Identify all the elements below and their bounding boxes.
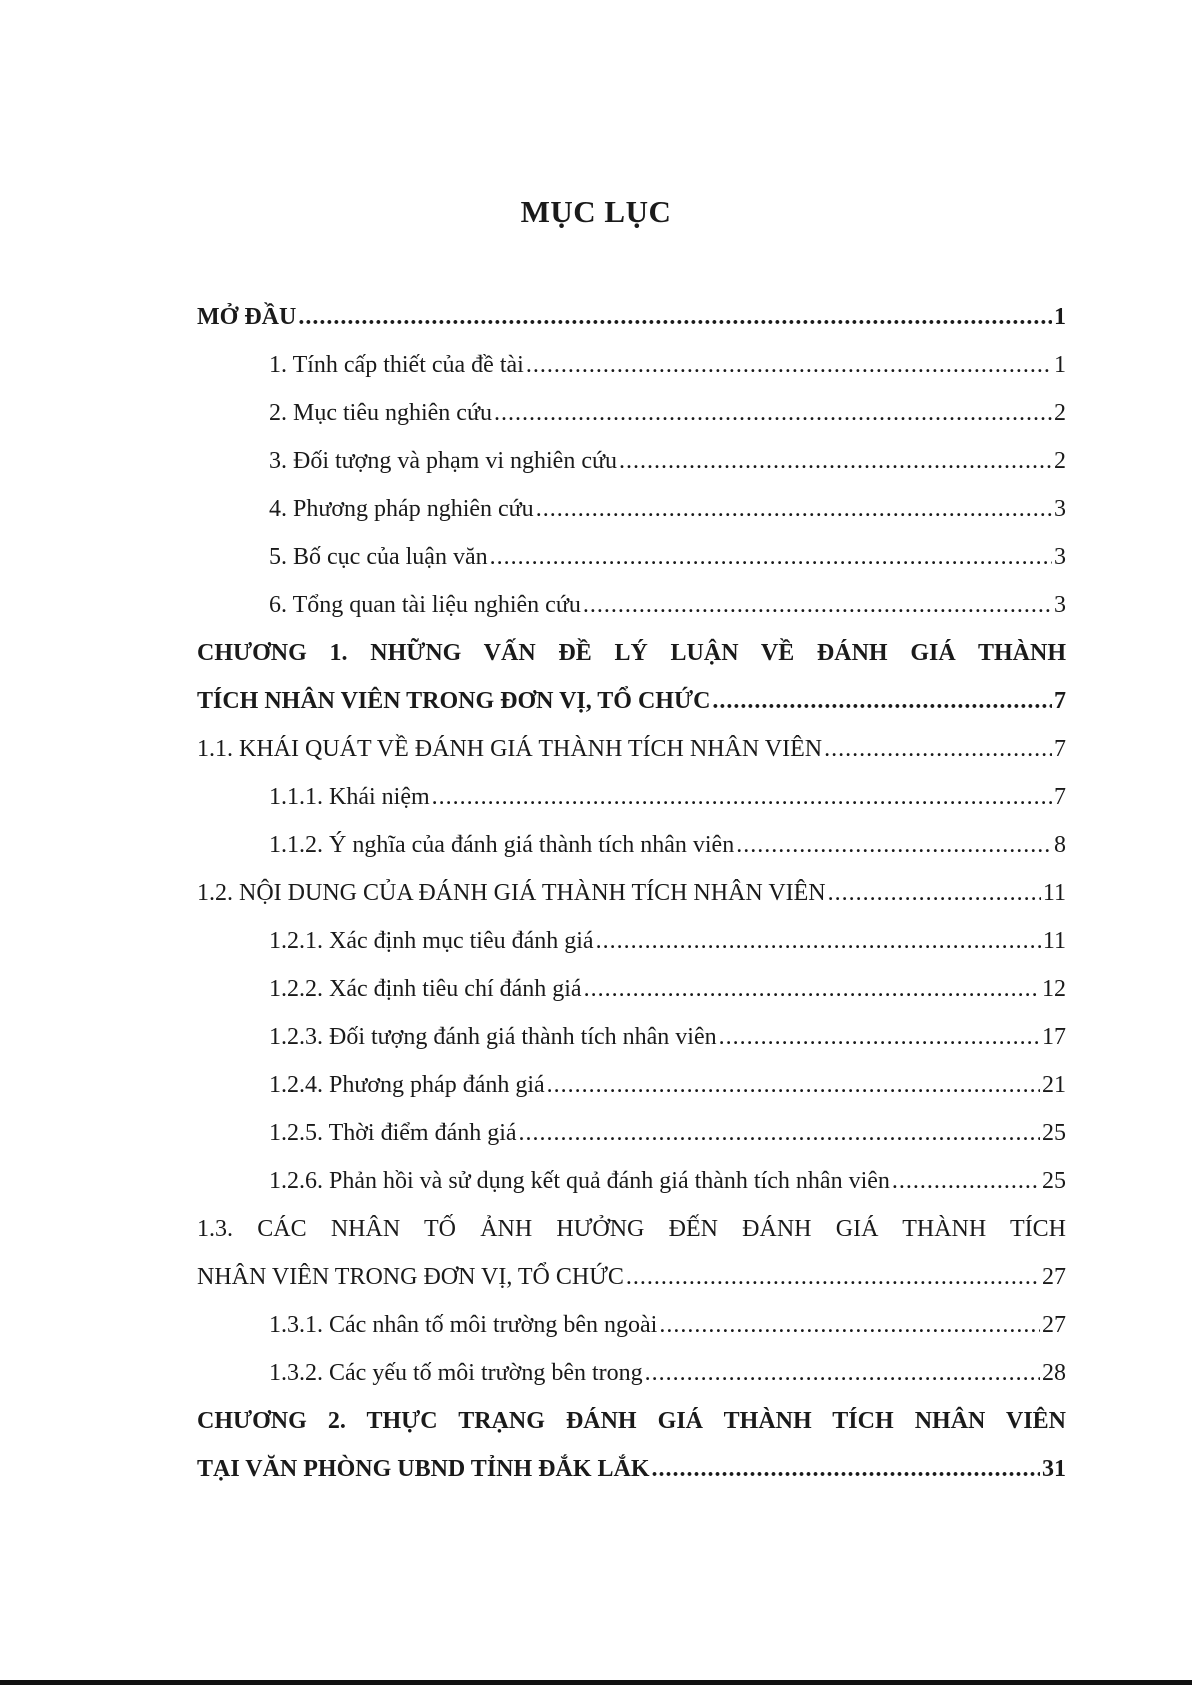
toc-entry-6[interactable]	[197, 581, 1066, 629]
dot-leader	[526, 352, 1052, 379]
toc-entry-1-2-4[interactable]	[197, 1061, 1066, 1109]
toc-entry-1-1-1[interactable]	[197, 773, 1066, 821]
toc-entry-page: 2	[1054, 447, 1066, 474]
toc-entry-1-2-6[interactable]	[197, 1157, 1066, 1205]
toc-entry-1-3[interactable]	[197, 1253, 1066, 1301]
toc-entry-1[interactable]	[197, 341, 1066, 389]
toc-entry-page: 25	[1042, 1119, 1066, 1146]
toc-entry-label: 1.3.1. Các nhân tố môi trường bên ngoài	[269, 1311, 658, 1338]
toc-entry-1-2-2[interactable]	[197, 965, 1066, 1013]
toc-entry-page: 1	[1054, 351, 1066, 378]
toc-entry-page: 3	[1054, 591, 1066, 618]
toc-entry-label: 4. Phương pháp nghiên cứu	[269, 495, 534, 522]
page-title: MỤC LỤC	[520, 194, 672, 229]
dot-leader	[892, 1168, 1040, 1195]
toc-entry-page: 11	[1042, 927, 1066, 954]
dot-leader	[719, 1024, 1040, 1051]
bottom-rule	[0, 1680, 1192, 1685]
dot-leader	[298, 304, 1052, 331]
toc-entry-label: 1.2.1. Xác định mục tiêu đánh giá	[269, 927, 594, 954]
dot-leader	[652, 1456, 1041, 1483]
dot-leader	[828, 880, 1041, 907]
toc-entry-label: 1.1.1. Khái niệm	[269, 783, 430, 810]
toc-entry-label: MỞ ĐẦU	[197, 303, 297, 330]
dot-leader	[536, 496, 1052, 523]
toc-entry-page: 7	[1054, 735, 1066, 762]
table-of-contents	[197, 293, 1066, 1493]
toc-entry-label: 1.2. NỘI DUNG CỦA ĐÁNH GIÁ THÀNH TÍCH NHÂN VIÊN	[197, 879, 826, 906]
dot-leader	[432, 784, 1052, 811]
toc-entry-label: 1.1.2. Ý nghĩa của đánh giá thành tích nhân viên	[269, 831, 735, 858]
dot-leader	[584, 976, 1040, 1003]
toc-entry-label: 1.1. KHÁI QUÁT VỀ ĐÁNH GIÁ THÀNH TÍCH NHÂN VIÊN	[197, 735, 823, 762]
toc-entry-1-2[interactable]	[197, 869, 1066, 917]
toc-entry-page: 17	[1042, 1023, 1066, 1050]
toc-entry-label: 3. Đối tượng và phạm vi nghiên cứu	[269, 447, 617, 474]
toc-entry-label: 1.2.6. Phản hồi và sử dụng kết quả đánh giá thành tích nhân viên	[269, 1167, 890, 1194]
toc-entry-page: 7	[1054, 687, 1066, 714]
toc-entry-page: 11	[1042, 879, 1066, 906]
toc-entry-1-3-2[interactable]	[197, 1349, 1066, 1397]
toc-entry-chapter-2-line1[interactable]: CHƯƠNG 2. THỰC TRẠNG ĐÁNH GIÁ THÀNH TÍCH NHÂN VIÊN	[197, 1408, 1066, 1434]
toc-entry-label: 1.2.5. Thời điểm đánh giá	[269, 1119, 517, 1146]
dot-leader	[736, 832, 1052, 859]
toc-entry-label: 1. Tính cấp thiết của đề tài	[269, 351, 524, 378]
dot-leader	[619, 448, 1052, 475]
toc-entry-1-2-1[interactable]	[197, 917, 1066, 965]
dot-leader	[712, 688, 1052, 715]
dot-leader	[596, 928, 1041, 955]
dot-leader	[659, 1312, 1040, 1339]
toc-entry-2[interactable]	[197, 389, 1066, 437]
toc-entry-label: TÍCH NHÂN VIÊN TRONG ĐƠN VỊ, TỔ CHỨC	[197, 687, 711, 714]
dot-leader	[824, 736, 1052, 763]
toc-entry-4[interactable]	[197, 485, 1066, 533]
toc-entry-1-1[interactable]	[197, 725, 1066, 773]
toc-entry-page: 27	[1042, 1311, 1066, 1338]
toc-entry-label: 2. Mục tiêu nghiên cứu	[269, 399, 492, 426]
toc-entry-page: 8	[1054, 831, 1066, 858]
toc-entry-chapter-1[interactable]	[197, 677, 1066, 725]
toc-entry-page: 27	[1042, 1263, 1066, 1290]
toc-entry-mo-dau[interactable]	[197, 293, 1066, 341]
toc-entry-1-2-3[interactable]	[197, 1013, 1066, 1061]
dot-leader	[626, 1264, 1040, 1291]
toc-entry-label: 1.2.4. Phương pháp đánh giá	[269, 1071, 545, 1098]
toc-entry-page: 21	[1042, 1071, 1066, 1098]
toc-entry-1-1-2[interactable]	[197, 821, 1066, 869]
toc-entry-1-2-5[interactable]	[197, 1109, 1066, 1157]
toc-entry-chapter-2[interactable]	[197, 1445, 1066, 1493]
toc-entry-page: 31	[1042, 1455, 1066, 1482]
toc-entry-page: 1	[1054, 303, 1066, 330]
toc-entry-page: 25	[1042, 1167, 1066, 1194]
toc-entry-label: 1.2.3. Đối tượng đánh giá thành tích nhân viên	[269, 1023, 717, 1050]
toc-entry-1-3-line1[interactable]: 1.3. CÁC NHÂN TỐ ẢNH HƯỞNG ĐẾN ĐÁNH GIÁ THÀNH TÍCH	[197, 1216, 1066, 1242]
dot-leader	[494, 400, 1052, 427]
toc-entry-5[interactable]	[197, 533, 1066, 581]
toc-entry-page: 3	[1054, 495, 1066, 522]
toc-entry-label: 6. Tổng quan tài liệu nghiên cứu	[269, 591, 581, 618]
dot-leader	[547, 1072, 1040, 1099]
dot-leader	[490, 544, 1052, 571]
toc-entry-chapter-1-line1[interactable]: CHƯƠNG 1. NHỮNG VẤN ĐỀ LÝ LUẬN VỀ ĐÁNH GIÁ THÀNH	[197, 640, 1066, 666]
toc-entry-page: 12	[1042, 975, 1066, 1002]
toc-entry-page: 28	[1042, 1359, 1066, 1386]
toc-entry-page: 7	[1054, 783, 1066, 810]
toc-entry-label: 5. Bố cục của luận văn	[269, 543, 488, 570]
toc-entry-3[interactable]	[197, 437, 1066, 485]
dot-leader	[519, 1120, 1040, 1147]
toc-entry-label: 1.3.2. Các yếu tố môi trường bên trong	[269, 1359, 643, 1386]
toc-entry-label: 1.2.2. Xác định tiêu chí đánh giá	[269, 975, 582, 1002]
toc-entry-1-3-1[interactable]	[197, 1301, 1066, 1349]
dot-leader	[645, 1360, 1040, 1387]
toc-entry-label: NHÂN VIÊN TRONG ĐƠN VỊ, TỔ CHỨC	[197, 1263, 624, 1290]
dot-leader	[583, 592, 1052, 619]
toc-entry-page: 3	[1054, 543, 1066, 570]
toc-entry-label: TẠI VĂN PHÒNG UBND TỈNH ĐẮK LẮK	[197, 1455, 650, 1482]
toc-entry-page: 2	[1054, 399, 1066, 426]
